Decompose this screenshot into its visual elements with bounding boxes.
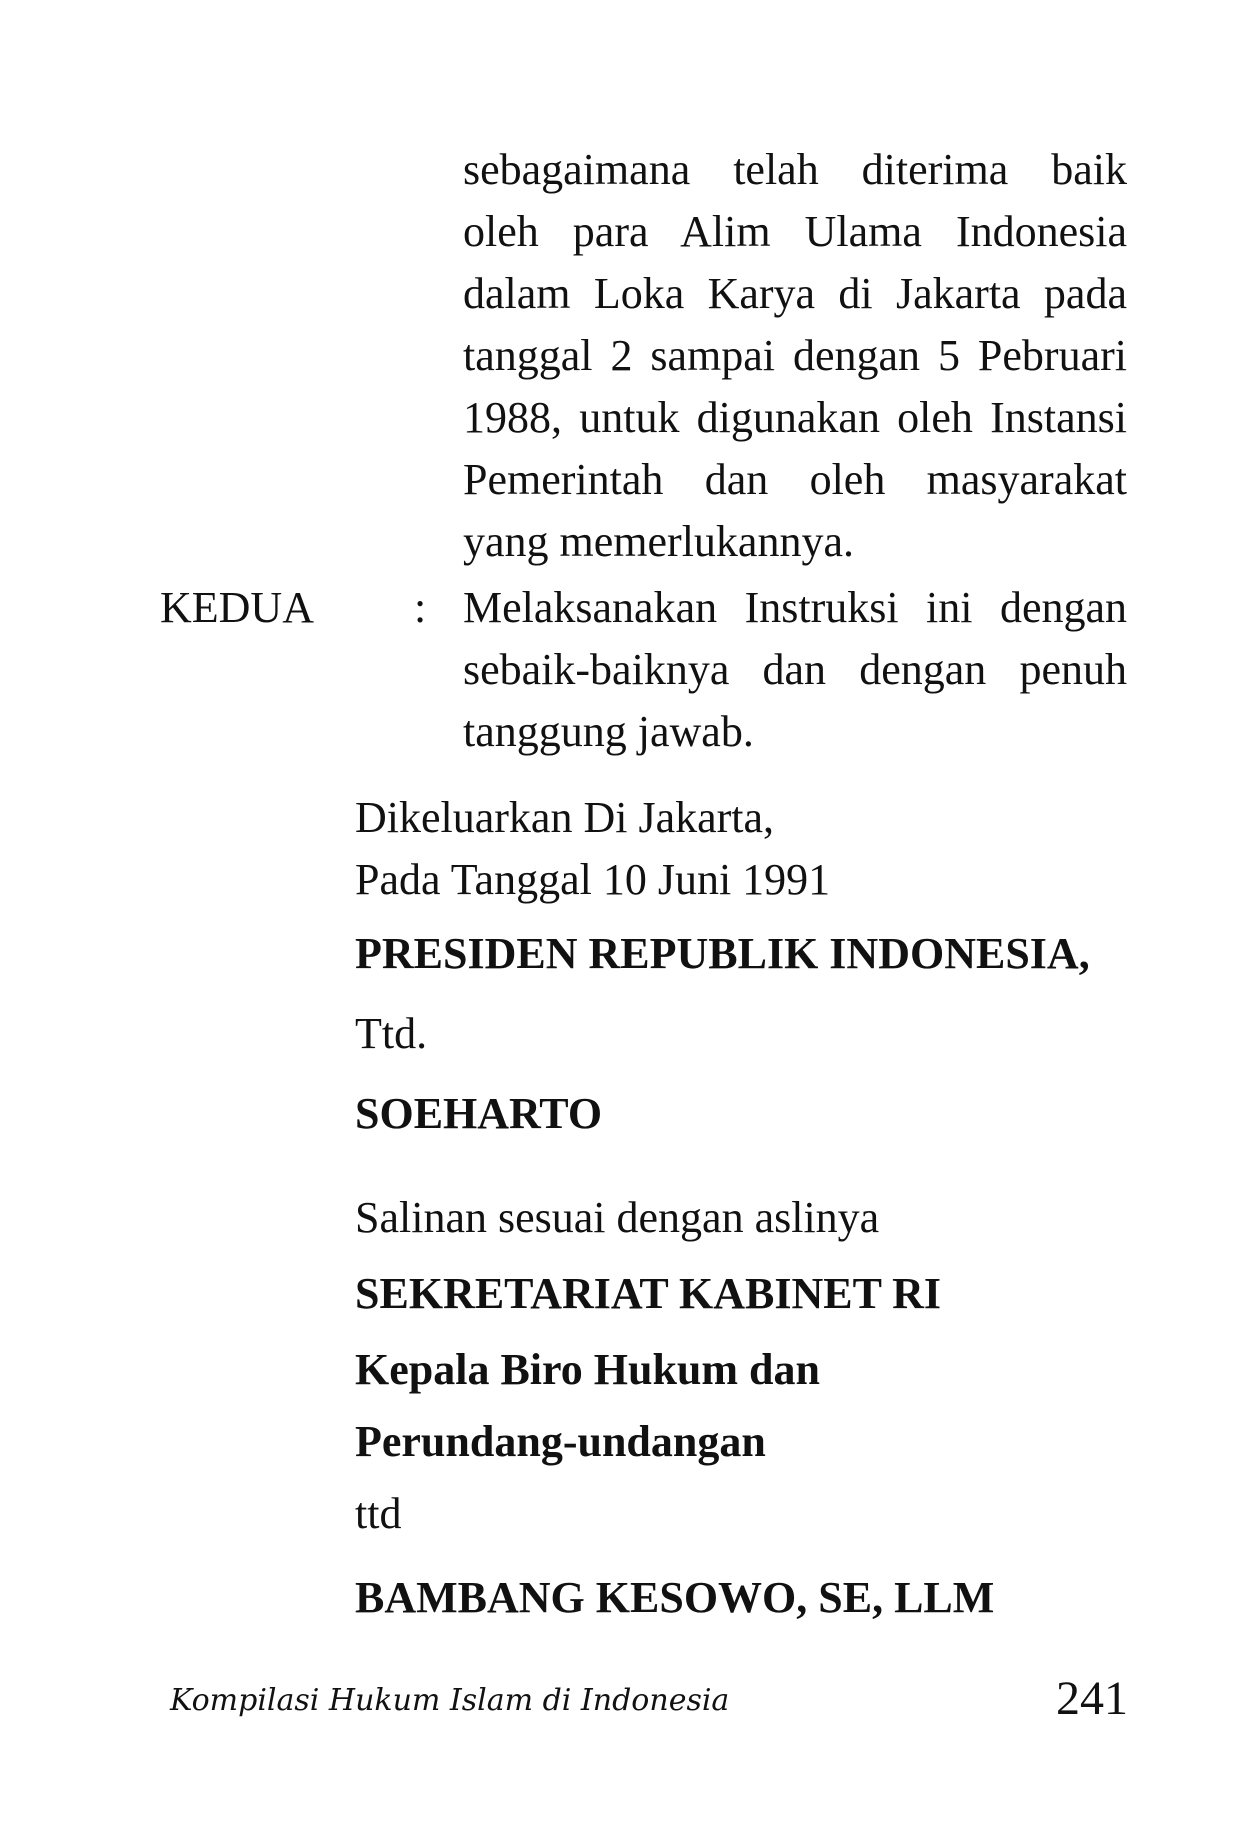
certifier-name: BAMBANG KESOWO, SE, LLM [355, 1573, 995, 1622]
copy-note: Salinan sesuai dengan aslinya [355, 1193, 880, 1242]
clause-colon: : [414, 583, 427, 632]
issuance-date: Pada Tanggal 10 Juni 1991 [355, 855, 831, 904]
issuance-place: Dikeluarkan Di Jakarta, [355, 793, 775, 842]
position-line: Perundang-undangan [355, 1417, 766, 1466]
paragraph-line: Pemerintah dan oleh masyarakat [463, 455, 1127, 504]
clause-line: tanggung jawab. [463, 707, 754, 756]
clause-line: Melaksanakan Instruksi ini dengan [463, 583, 1127, 632]
position-line: Kepala Biro Hukum dan [355, 1345, 820, 1394]
signed-marker: Ttd. [355, 1009, 428, 1058]
clause-line: sebaik-baiknya dan dengan penuh [463, 645, 1127, 694]
paragraph-line: yang memerlukannya. [463, 517, 854, 566]
paragraph-line: oleh para Alim Ulama Indonesia [463, 207, 1127, 256]
book-title: Kompilasi Hukum Islam di Indonesia [170, 1683, 730, 1718]
paragraph-line: 1988, untuk digunakan oleh Instansi [463, 393, 1127, 442]
paragraph-line: dalam Loka Karya di Jakarta pada [463, 269, 1127, 318]
signed-marker: ttd [355, 1489, 402, 1538]
clause-label: KEDUA [160, 583, 314, 632]
signatory-name: SOEHARTO [355, 1089, 603, 1138]
office-name: SEKRETARIAT KABINET RI [355, 1269, 942, 1318]
paragraph-line: tanggal 2 sampai dengan 5 Pebruari [463, 331, 1127, 380]
paragraph-line: sebagaimana telah diterima baik [463, 145, 1127, 194]
page-number: 241 [1056, 1672, 1128, 1725]
signatory-title: PRESIDEN REPUBLIK INDONESIA, [355, 929, 1090, 978]
